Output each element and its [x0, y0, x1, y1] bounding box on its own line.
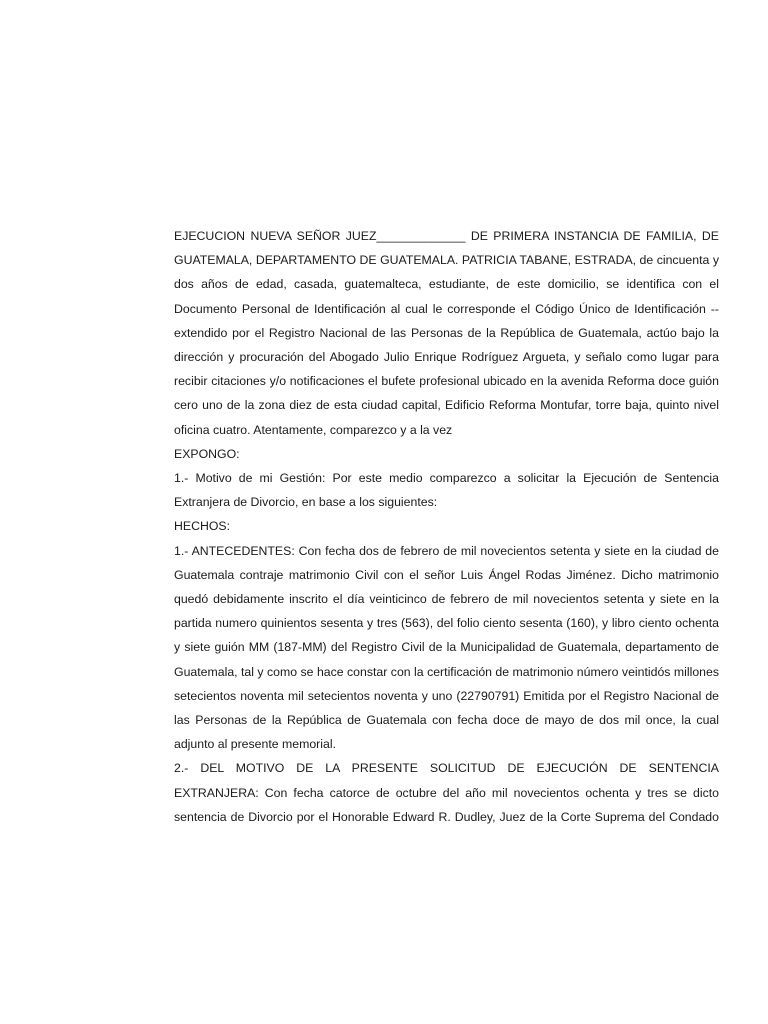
motive-paragraph: 1.- Motivo de mi Gestión: Por este medio comparezco a solicitar la Ejecución de Sentencia Extranjera de Divorcio, en base a los siguientes: [174, 471, 719, 510]
section-heading-expongo: EXPONGO: [174, 446, 240, 461]
antecedents-paragraph: 1.- ANTECEDENTES: Con fecha dos de febrero de mil novecientos setenta y siete en la ciudad de Guatemala contraje matrimonio Civil con el señor Luis Ángel Rodas Jiménez. Dicho matrimonio quedó debidamente inscrito el día veinticinco de febrero de mil novecientos setenta y siete en la partida numero quinientos sesenta y tres (563), del folio ciento sesenta (160), y libro ciento ochenta y siete guión MM (187-MM) del Registro Civil de la Municipalidad de Guatemala, departamento de Guatemala, tal y como se hace constar con la certificación de matrimonio número veintidós millones setecientos noventa mil setecientos noventa y uno (22790791) Emitida por el Registro Nacional de las Personas de la República de Guatemala con fecha doce de mayo de dos mil once, la cual adjunto al presente memorial. [174, 543, 719, 752]
request-motive-paragraph: 2.- DEL MOTIVO DE LA PRESENTE SOLICITUD DE EJECUCIÓN DE SENTENCIA EXTRANJERA: Con fecha catorce de octubre del año mil novecientos ochenta y tres se dicto sentencia de Divorcio por el Honorable Edward R. Dudley, Juez de la Corte Suprema del Condado [174, 761, 719, 824]
section-heading-hechos: HECHOS: [174, 519, 231, 534]
intro-paragraph: EJECUCION NUEVA SEÑOR JUEZ_____________ DE PRIMERA INSTANCIA DE FAMILIA, DE GUATEMALA, DEPARTAMENTO DE GUATEMALA. PATRICIA TABANE, ESTRADA, de cincuenta y dos años de edad, casada, guatemalteca, estudiante, de este domicilio, se identifica con el Documento Personal de Identificación al cual le corresponde el Código Único de Identificación -- extendido por el Registro Nacional de las Personas de la República de Guatemala, actúo bajo la dirección y procuración del Abogado Julio Enrique Rodríguez Argueta, y señalo como lugar para recibir citaciones y/o notificaciones el bufete profesional ubicado en la avenida Reforma doce guión cero uno de la zona diez de esta ciudad capital, Edificio Reforma Montufar, torre baja, quinto nivel oficina cuatro. Atentamente, comparezco y a la vez [174, 229, 719, 437]
document-body [174, 224, 719, 829]
